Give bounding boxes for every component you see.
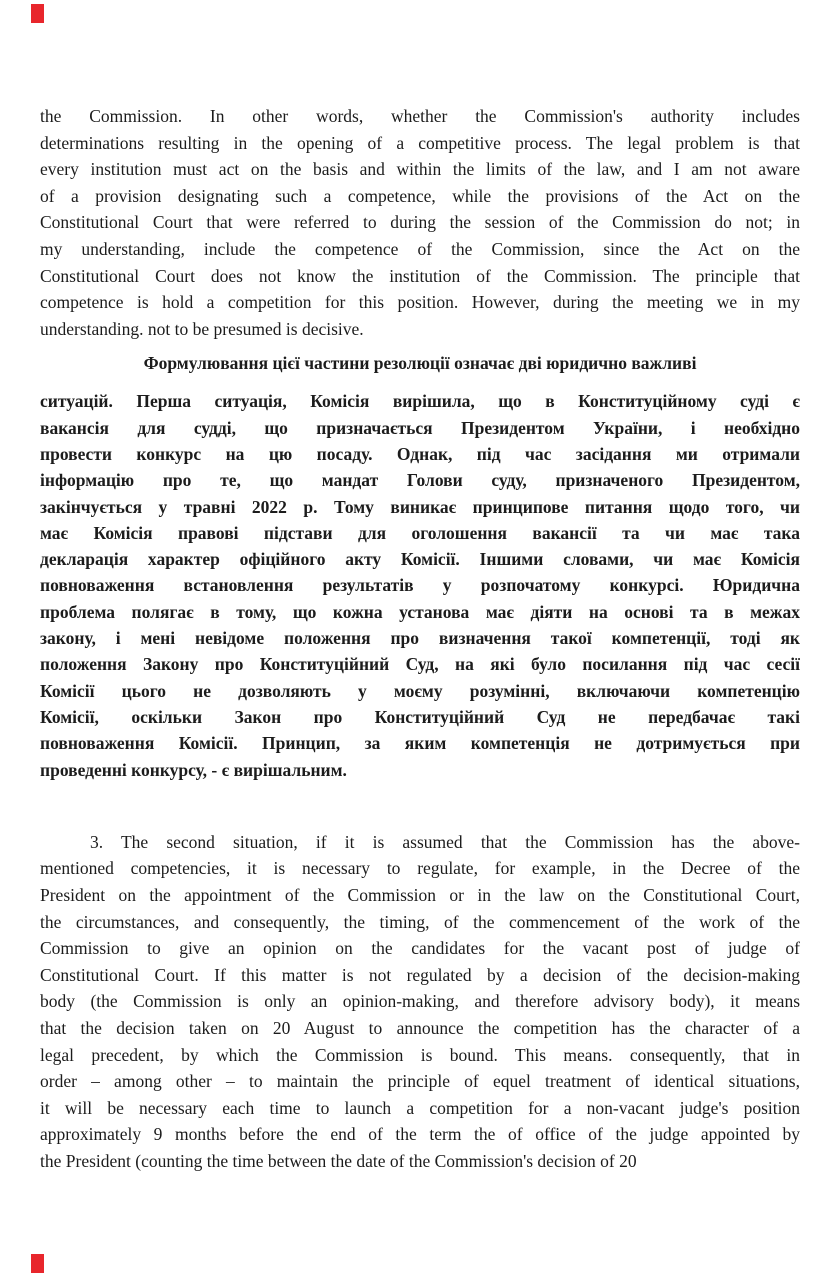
text-line: every institution must act on the basis and within the limits of the law, and I am not aware — [40, 159, 800, 180]
text-line: має Комісія правові підстави для оголошення вакансії та чи має така — [40, 522, 800, 543]
text-line: провести конкурс на цю посаду. Однак, під час засідання ми отримали — [40, 443, 800, 464]
text-line: вакансія для судді, що призначається Президентом України, і необхідно — [40, 417, 800, 438]
text-line: understanding. not to be presumed is decisive. — [40, 318, 364, 339]
text-line: Комісії цього не дозволяють у моєму розумінні, включаючи компетенцію — [40, 680, 800, 701]
text-line: the President (counting the time between the date of the Commission's decision of 20 — [40, 1150, 637, 1171]
text-line: проблема полягає в тому, що кожна установа має діяти на основі та в межах — [40, 601, 800, 622]
text-line: it will be necessary each time to launch a competition for a non-vacant judge's position — [40, 1097, 800, 1118]
text-line: of a provision designating such a competence, while the provisions of the Act on the — [40, 185, 800, 206]
text-line: Constitutional Court does not know the institution of the Commission. The principle that — [40, 265, 800, 286]
ukrainian-bold-heading: Формулювання цієї частини резолюції означає дві юридично важливі — [143, 353, 697, 374]
text-line: Constitutional Court. If this matter is not regulated by a decision of the decision-making — [40, 964, 800, 985]
document-body — [40, 0, 800, 1175]
text-line: повноваження Комісії. Принцип, за яким компетенція не дотримується при — [40, 733, 800, 754]
text-line: закону, і мені невідоме положення про визначення такої компетенції, тоді як — [40, 628, 800, 649]
red-page-mark-bottom — [31, 1254, 44, 1273]
text-line: determinations resulting in the opening of a competitive process. The legal problem is that — [40, 132, 800, 153]
text-line: body (the Commission is only an opinion-making, and therefore advisory body), it means — [40, 991, 800, 1012]
text-line: legal precedent, by which the Commission is bound. This means. consequently, that in — [40, 1044, 800, 1065]
text-line: approximately 9 months before the end of the term the of office of the judge appointed by — [40, 1124, 800, 1145]
text-line: Комісії, оскільки Закон про Конституційний Суд не передбачає такі — [40, 706, 800, 727]
text-line: декларація характер офіційного акту Комісії. Іншими словами, чи має Комісія — [40, 549, 800, 570]
paragraph-ukrainian-bold — [40, 388, 800, 782]
paragraph-english-continuation — [40, 103, 800, 342]
text-line: mentioned competencies, it is necessary to regulate, for example, in the Decree of the — [40, 858, 800, 879]
text-line: order – among other – to maintain the principle of equel treatment of identical situations, — [40, 1071, 800, 1092]
text-line: ситуацій. Перша ситуація, Комісія вирішила, що в Конституційному суді є — [40, 391, 800, 412]
text-line: проведенні конкурсу, - є вирішальним. — [40, 759, 347, 780]
text-line: 3. The second situation, if it is assumed that the Commission has the above- — [90, 831, 800, 852]
text-line: інформацію про те, що мандат Голови суду, призначеного Президентом, — [40, 470, 800, 491]
text-line: the Commission. In other words, whether the Commission's authority includes — [40, 106, 800, 126]
text-line: закінчується у травні 2022 р. Тому виникає принципове питання щодо того, чи — [40, 496, 800, 517]
text-line: повноваження встановлення результатів у розпочатому конкурсі. Юридична — [40, 575, 800, 596]
text-line: положення Закону про Конституційний Суд, на які було посилання під час сесії — [40, 654, 800, 675]
text-line: that the decision taken on 20 August to announce the competition has the character of a — [40, 1017, 800, 1038]
text-line: competence is hold a competition for this position. However, during the meeting we in my — [40, 292, 800, 313]
text-line: President on the appointment of the Commission or in the law on the Constitutional Court, — [40, 884, 800, 905]
text-line: my understanding, include the competence of the Commission, since the Act on the — [40, 238, 800, 259]
text-line: the circumstances, and consequently, the timing, of the commencement of the work of the — [40, 911, 800, 932]
text-line: Constitutional Court that were referred to during the session of the Commission do not; in — [40, 212, 800, 233]
paragraph-english-item-3 — [40, 829, 800, 1175]
text-line: Commission to give an opinion on the candidates for the vacant post of judge of — [40, 938, 800, 959]
